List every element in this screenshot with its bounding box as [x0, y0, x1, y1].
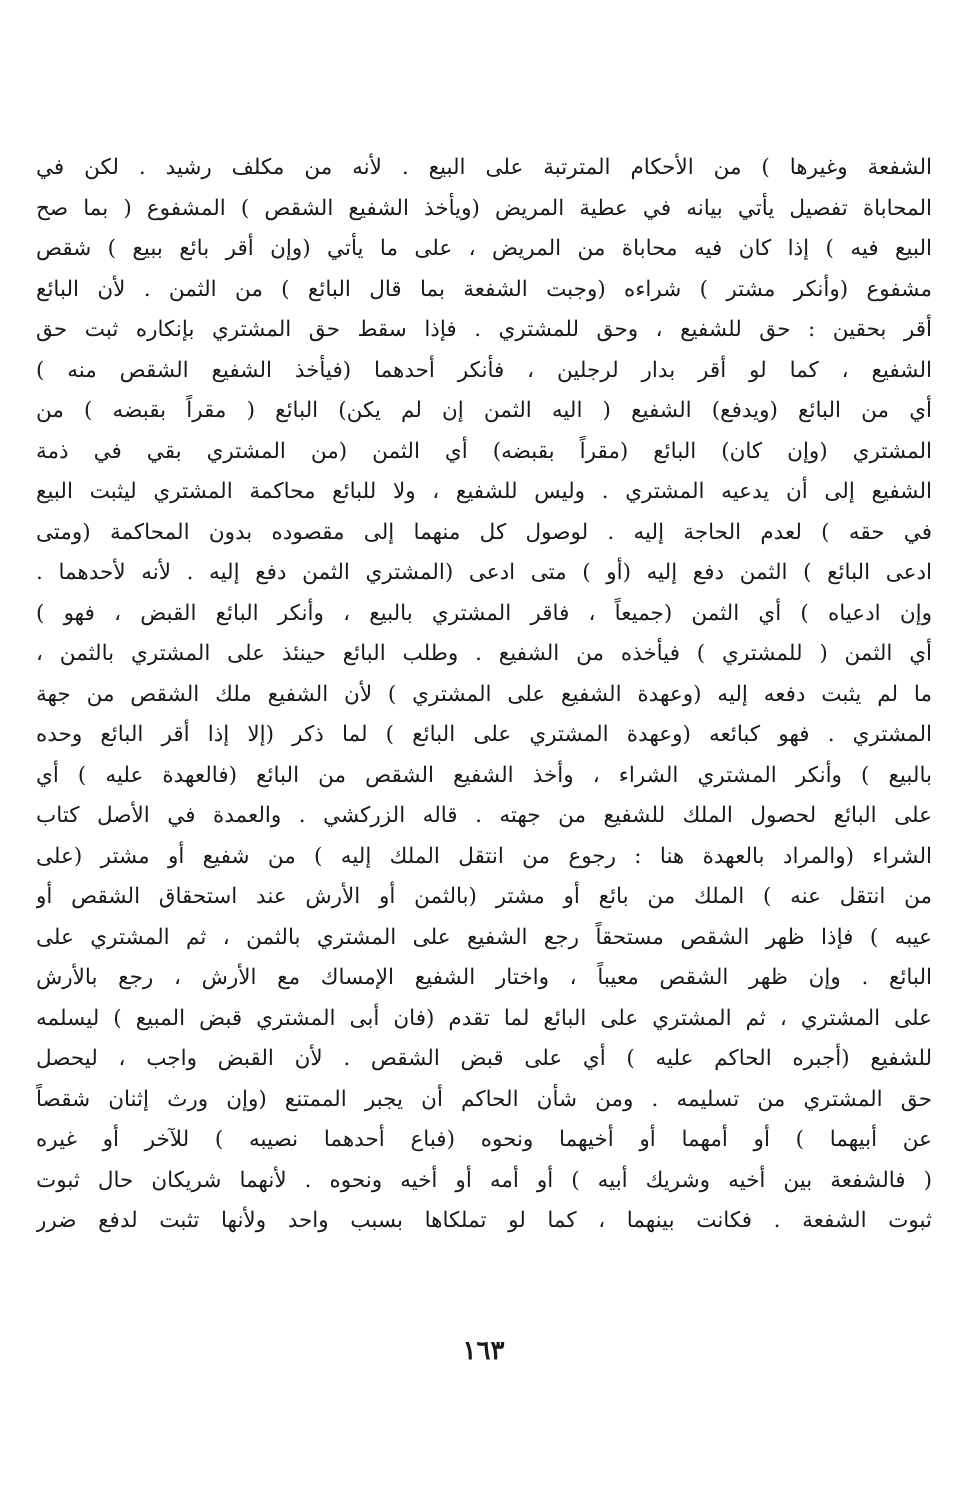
text-line: بالبيع ) وأنكر المشتري الشراء ، وأخذ الشفيع الشقص من البائع (فالعهدة عليه ) أي: [36, 762, 932, 788]
text-line: البائع . وإن ظهر الشقص معيباً ، واختار الشفيع الإمساك مع الأرش ، رجع بالأرش: [36, 965, 932, 990]
text-line: المشتري (وإن كان) البائع (مقراً بقبضه) أي الثمن (من المشتري بقي في ذمة: [36, 438, 932, 464]
text-line: عيبه ) فإذا ظهر الشقص مستحقاً رجع الشفيع على المشتري بالثمن ، ثم المشتري على: [36, 924, 932, 950]
text-line: ثبوت الشفعة . فكانت بينهما ، كما لو تملكاها بسبب واحد ولأنها تثبت لدفع ضرر: [36, 1208, 932, 1233]
text-line: حق المشتري من تسليمه . ومن شأن الحاكم أن يجبر الممتنع (وإن ورث إثنان شقصاً: [36, 1086, 932, 1112]
text-line: ( فالشفعة بين أخيه وشريك أبيه ) أو أمه أو أخيه ونحوه . لأنهما شريكان حال ثبوت: [36, 1167, 932, 1193]
text-line: على البائع لحصول الملك للشفيع من جهته . قاله الزركشي . والعمدة في الأصل كتاب: [36, 803, 932, 828]
text-line: وإن ادعياه ) أي الثمن (جميعاً ، فاقر المشتري بالبيع ، وأنكر البائع القبض ، فهو ): [36, 600, 932, 626]
text-line: أقر بحقين : حق للشفيع ، وحق للمشتري . فإذا سقط حق المشتري بإنكاره ثبت حق: [36, 317, 932, 342]
text-line: من انتقل عنه ) الملك من بائع أو مشتر (بالثمن أو الأرش عند استحقاق الشقص أو: [36, 884, 932, 909]
text-line: الشفيع إلى أن يدعيه المشتري . وليس للشفيع ، ولا للبائع محاكمة المشتري ليثبت البيع: [36, 479, 932, 504]
text-line: المحاباة تفصيل يأتي بيانه في عطية المريض (ويأخذ الشفيع الشقص ) المشفوع ( بما صح: [36, 195, 932, 221]
text-line: الشفعة وغيرها ) من الأحكام المترتبة على البيع . لأنه من مكلف رشيد . لكن في: [36, 155, 932, 180]
text-line: على المشتري ، ثم المشتري على البائع لما تقدم (فان أبى المشتري قبض المبيع ) ليسلمه: [36, 1005, 932, 1031]
text-line: المشتري . فهو كبائعه (وعهدة المشتري على البائع ) لما ذكر (إلا إذا أقر البائع وحده: [36, 722, 932, 747]
text-line: الشفيع ، كما لو أقر بدار لرجلين ، فأنكر أحدهما (فيأخذ الشفيع الشقص منه ): [36, 357, 932, 383]
text-line: الشراء (والمراد بالعهدة هنا : رجوع من انتقل الملك إليه ) من شفيع أو مشتر (على: [36, 843, 932, 869]
text-line: مشفوع (وأنكر مشتر ) شراءه (وجبت الشفعة بما قال البائع ) من الثمن . لأن البائع: [36, 276, 932, 302]
text-line: ادعى البائع ) الثمن دفع إليه (أو ) متى ادعى (المشتري الثمن دفع إليه . لأنه لأحدهما .: [36, 560, 932, 585]
text-line: البيع فيه ) إذا كان فيه محاباة من المريض ، على ما يأتي (وإن أقر بائع ببيع ) شقص: [36, 236, 932, 261]
text-line: في حقه ) لعدم الحاجة إليه . لوصول كل منهما إلى مقصوده بدون المحاكمة (ومتى: [36, 519, 932, 545]
page-number: ١٦٣: [462, 1336, 505, 1366]
text-line: ما لم يثبت دفعه إليه (وعهدة الشفيع على المشتري ) لأن الشفيع ملك الشقص من جهة: [36, 681, 932, 707]
text-line: أي الثمن ( للمشتري ) فيأخذه من الشفيع . وطلب البائع حينئذ على المشتري بالثمن ،: [36, 641, 932, 666]
text-line: أي من البائع (ويدفع) الشفيع ( اليه الثمن إن لم يكن) البائع ( مقراً بقبضه ) من: [36, 398, 932, 423]
body-text: [36, 148, 932, 1242]
text-line: عن أبيهما ) أو أمهما أو أخيهما ونحوه (فباع أحدهما نصيبه ) للآخر أو غيره: [36, 1127, 932, 1152]
text-line: للشفيع (أجبره الحاكم عليه ) أي على قبض الشقص . لأن القبض واجب ، ليحصل: [36, 1046, 932, 1071]
